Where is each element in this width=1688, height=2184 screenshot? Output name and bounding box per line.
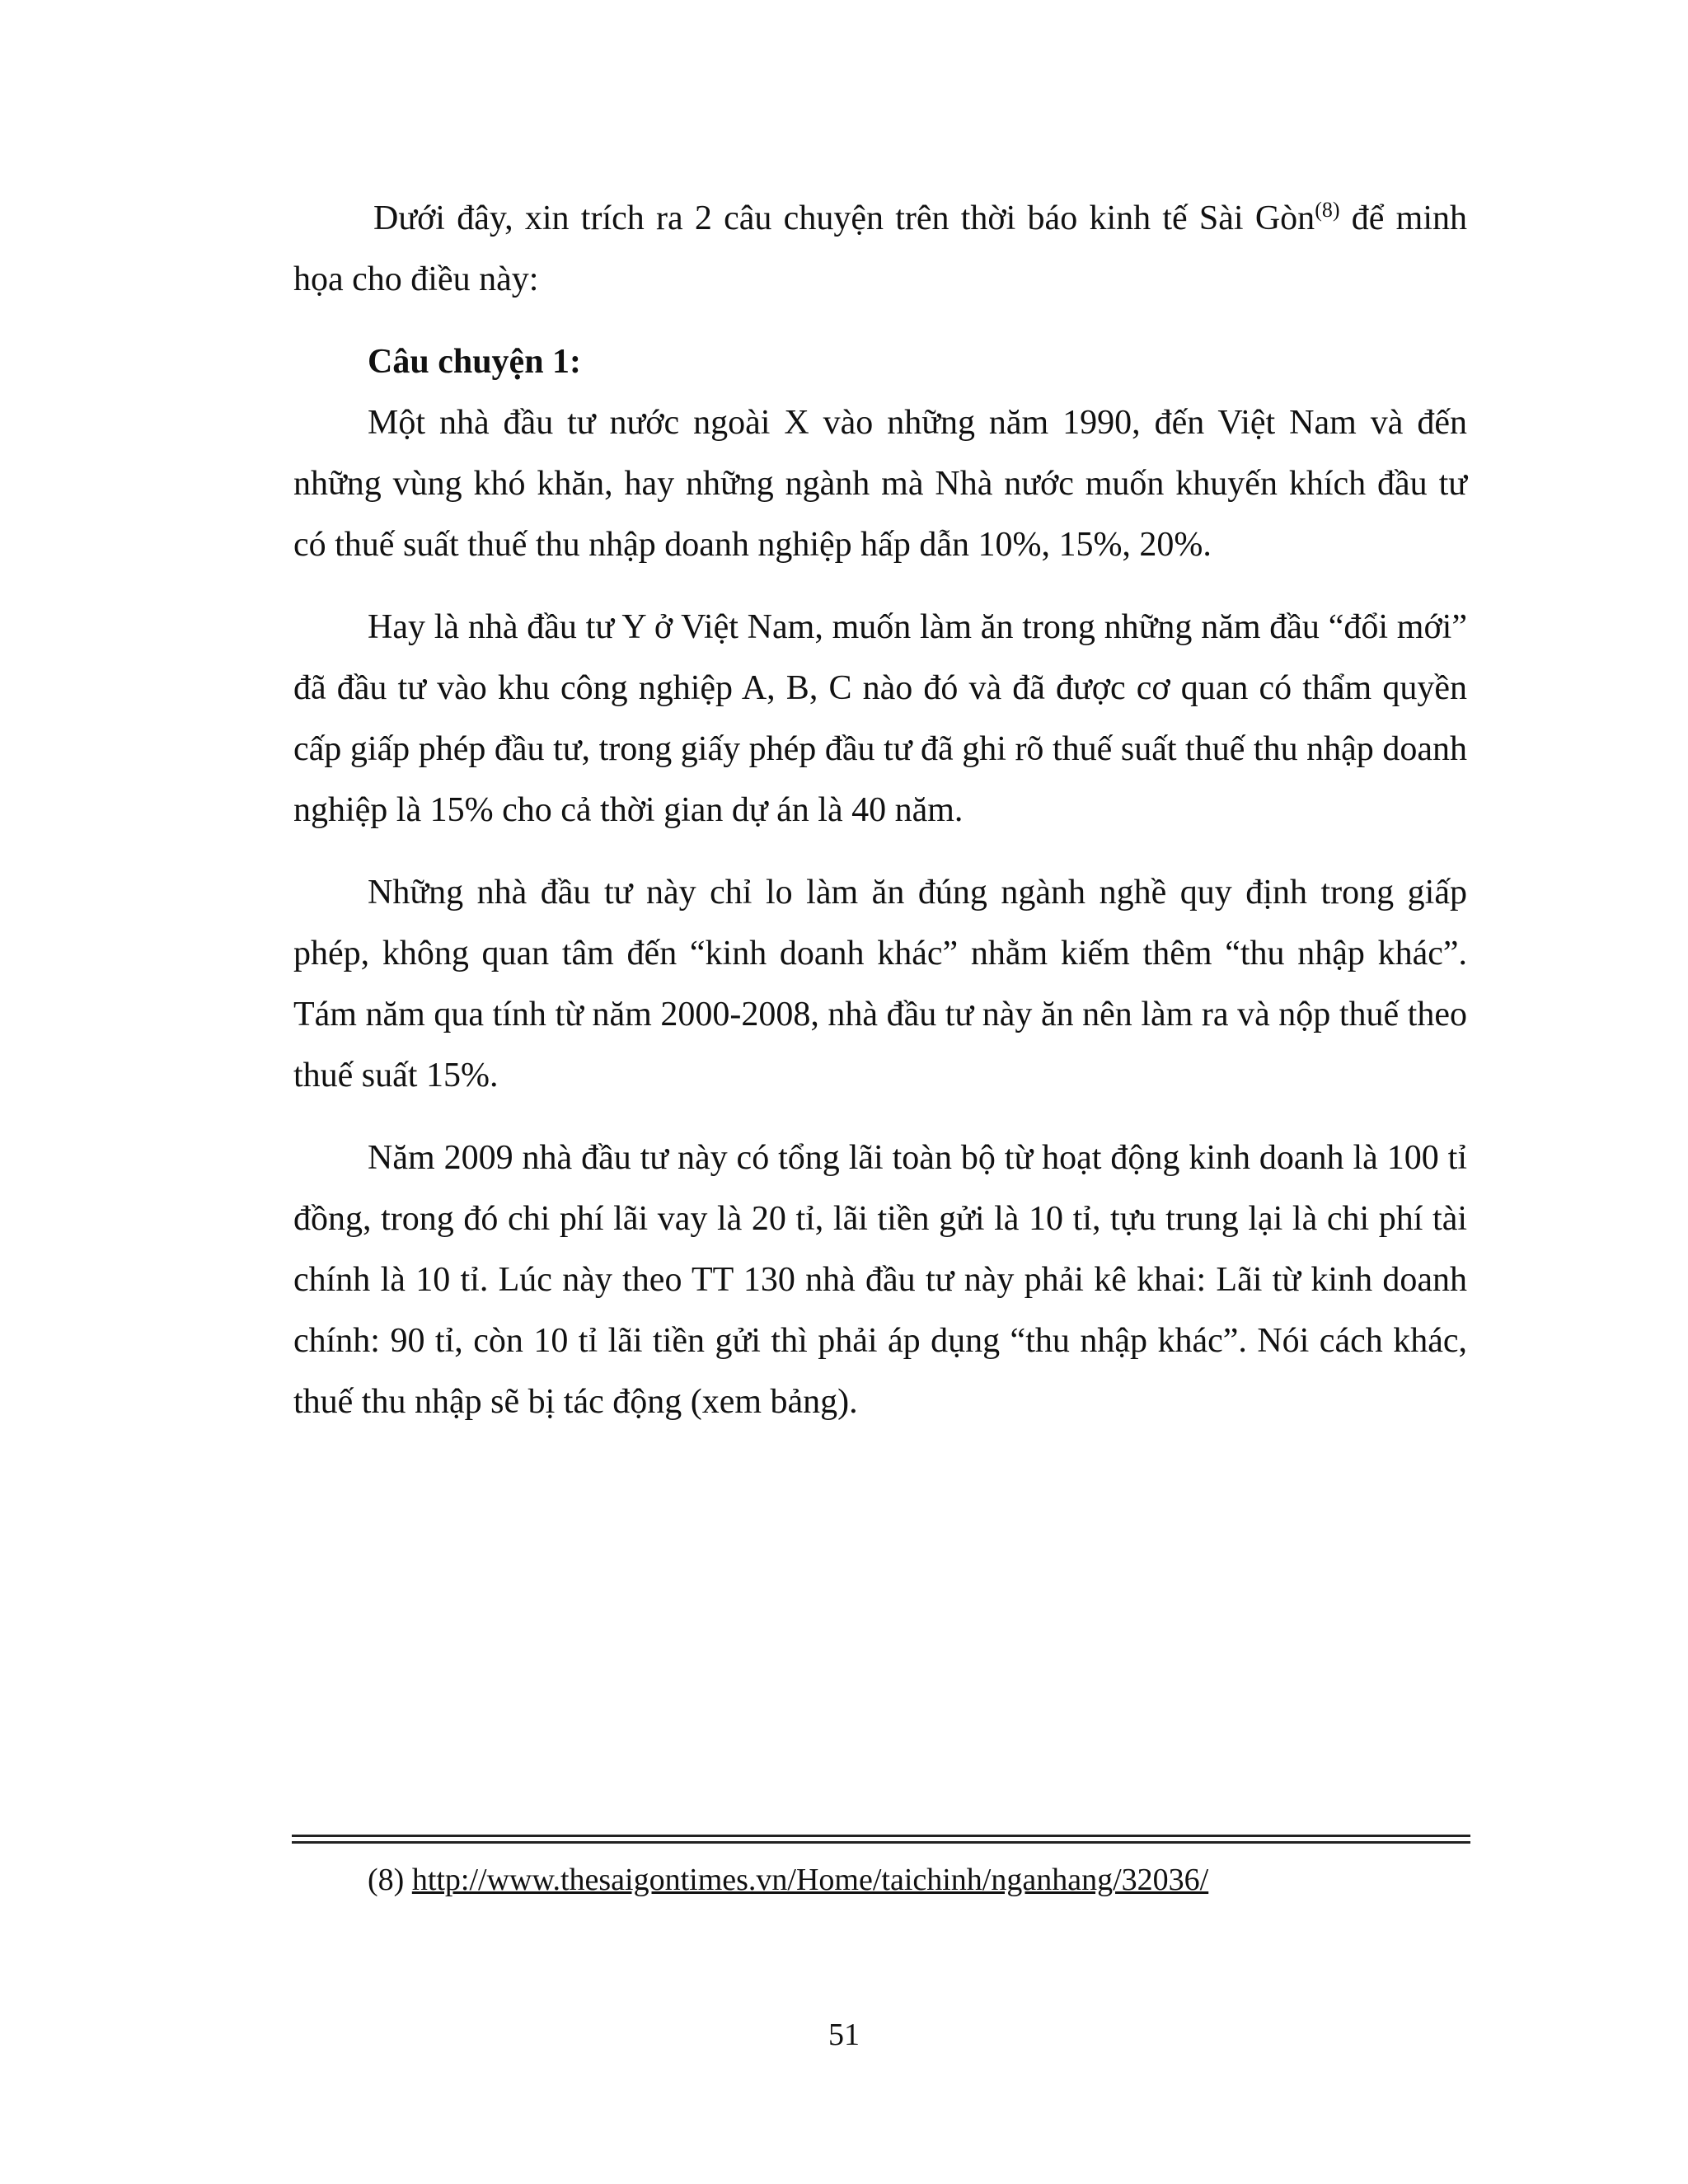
body-text	[293, 188, 1467, 1454]
footnote-link[interactable]: http://www.thesaigontimes.vn/Home/taichinh/nganhang/32036/	[411, 1863, 1209, 1897]
footnote	[368, 1859, 1208, 1900]
intro-text-end: để minh họa cho điều này:	[293, 199, 1467, 298]
footnote-separator	[292, 1835, 1470, 1837]
footnote-separator-second-line	[292, 1841, 1470, 1844]
paragraph: Hay là nhà đầu tư Y ở Việt Nam, muốn làm ăn trong những năm đầu “đổi mới” đã đầu tư vào khu công nghiệp A, B, C nào đó và đã được cơ quan có thẩm quyền cấp giấp phép đầu tư, trong giấy phép đầu tư đã ghi rõ thuế suất thuế thu nhập doanh nghiệp là 15% cho cả thời gian dự án là 40 năm.	[293, 608, 1467, 829]
paragraph: Một nhà đầu tư nước ngoài X vào những năm 1990, đến Việt Nam và đến những vùng khó khăn, hay những ngành mà Nhà nước muốn khuyến khích đầu tư có thuế suất thuế thu nhập doanh nghiệp hấp dẫn 10%, 15%, 20%.	[293, 404, 1467, 564]
paragraph: Những nhà đầu tư này chỉ lo làm ăn đúng ngành nghề quy định trong giấp phép, không quan tâm đến “kinh doanh khác” nhằm kiếm thêm “thu nhập khác”. Tám năm qua tính từ năm 2000-2008, nhà đầu tư này ăn nên làm ra và nộp thuế theo thuế suất 15%.	[293, 874, 1467, 1094]
footnote-marker: (8)	[368, 1863, 405, 1897]
paragraph: Năm 2009 nhà đầu tư này có tổng lãi toàn bộ từ hoạt động kinh doanh là 100 tỉ đồng, trong đó chi phí lãi vay là 20 tỉ, lãi tiền gửi là 10 tỉ, tựu trung lại là chi phí tài chính là 10 tỉ. Lúc này theo TT 130 nhà đầu tư này phải kê khai: Lãi từ kinh doanh chính: 90 tỉ, còn 10 tỉ lãi tiền gửi thì phải áp dụng “thu nhập khác”. Nói cách khác, thuế thu nhập sẽ bị tác động (xem bảng).	[293, 1139, 1467, 1421]
story-heading: Câu chuyện 1:	[368, 343, 582, 381]
page-number: 51	[828, 2018, 860, 2052]
intro-text: Dưới đây, xin trích ra 2 câu chuyện trên thời báo kinh tế Sài Gòn	[373, 199, 1315, 237]
footnote-reference[interactable]: (8)	[1315, 198, 1340, 222]
intro-paragraph	[293, 188, 1467, 310]
